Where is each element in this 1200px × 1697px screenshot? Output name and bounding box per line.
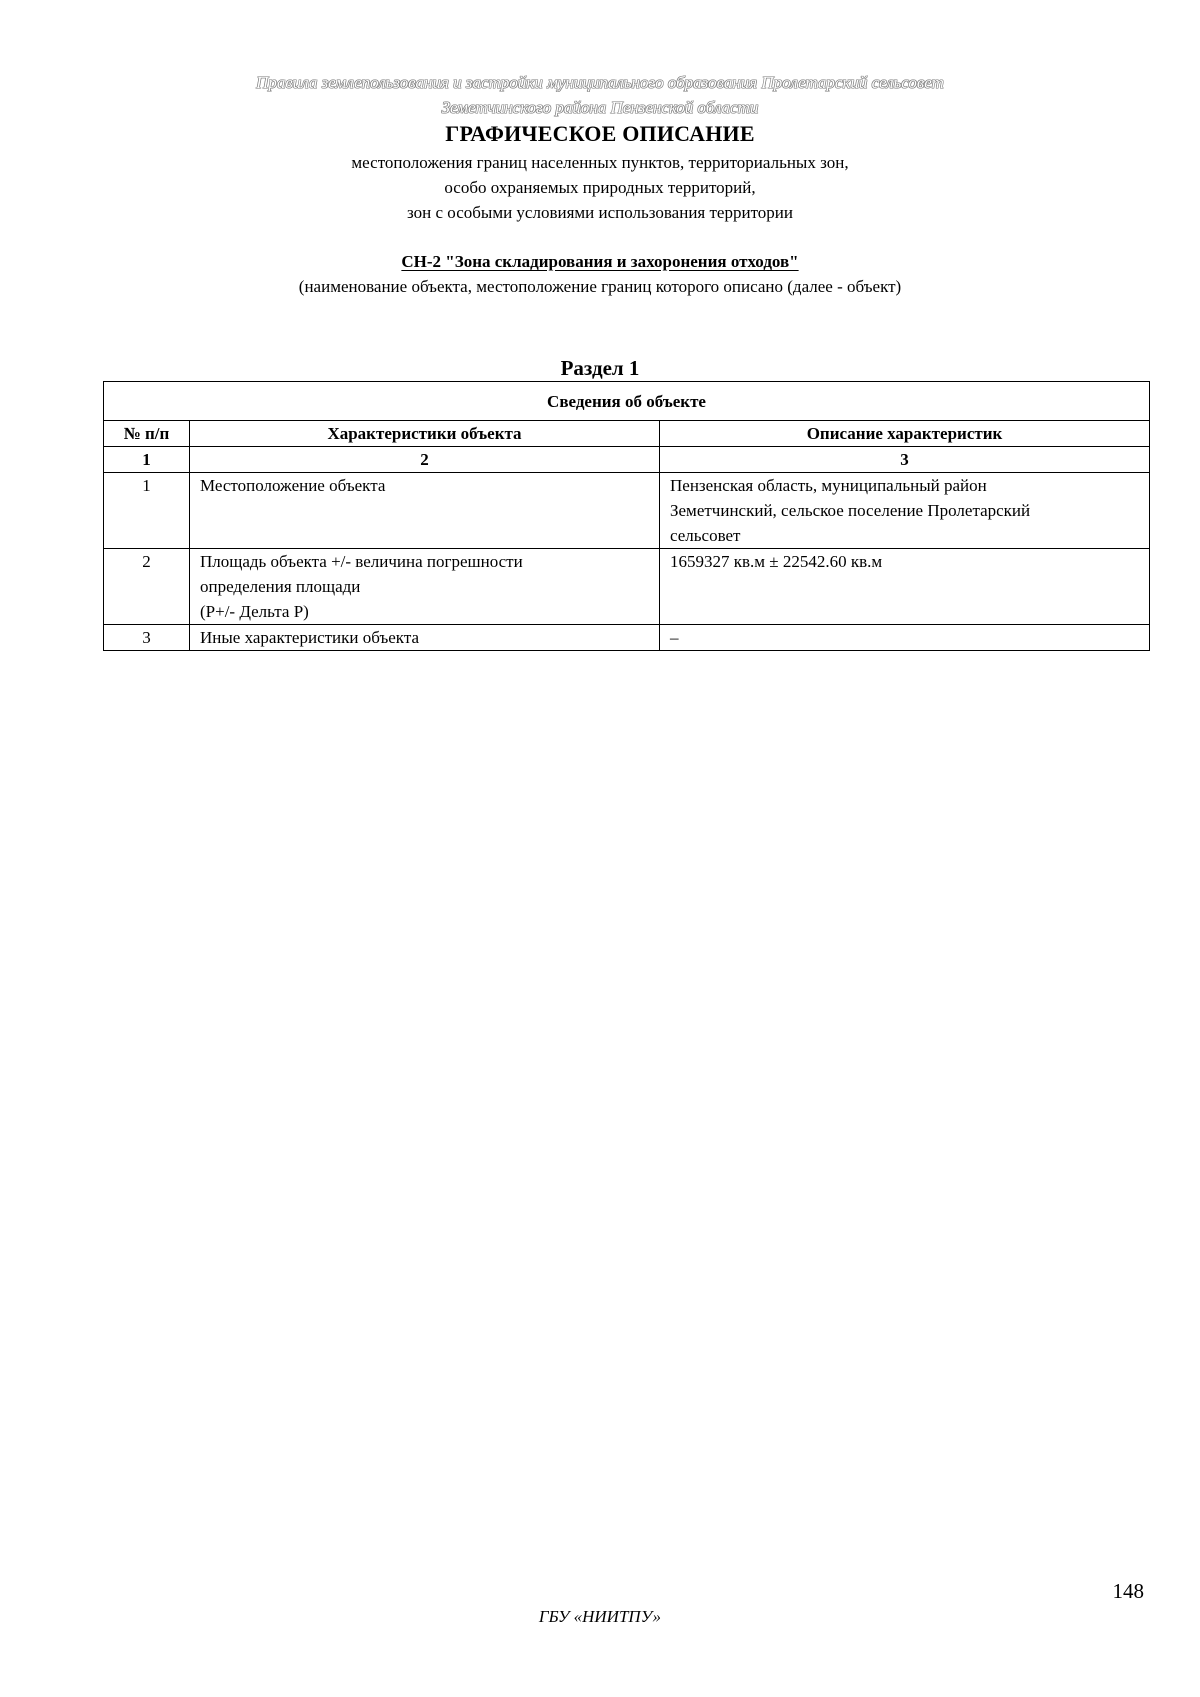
table-caption: Сведения об объекте [104, 382, 1150, 421]
document-subtitle [0, 150, 1200, 225]
row-description [660, 473, 1150, 549]
row-characteristic [190, 625, 660, 651]
table-row [104, 625, 1150, 651]
object-name [0, 250, 1200, 274]
row-description [660, 625, 1150, 651]
subtitle-line-2: особо охраняемых природных территорий, [444, 178, 756, 197]
characteristic-line: Местоположение объекта [200, 476, 386, 495]
description-line: Земетчинский, сельское поселение Пролетарский [670, 501, 1031, 520]
page-footer: ГБУ «НИИТПУ» [538, 1607, 662, 1626]
description-line: Пензенская область, муниципальный район [670, 476, 987, 495]
row-description [660, 549, 1150, 625]
document-title: ГРАФИЧЕСКОЕ ОПИСАНИЕ [445, 121, 755, 146]
running-header-line-1: Правила землепользования и застройки муниципального образования Пролетарский сельсовет [256, 73, 944, 92]
object-name-caption: (наименование объекта, местоположение границ которого описано (далее - объект) [298, 277, 902, 296]
page-number: 148 [1112, 1579, 1144, 1603]
column-number-1: 1 [104, 447, 190, 473]
object-name-text: СН-2 "Зона складирования и захоронения отходов" [401, 252, 799, 271]
row-number: 1 [104, 473, 190, 549]
characteristic-line: Площадь объекта +/- величина погрешности [200, 552, 523, 571]
table-column-number-row [104, 447, 1150, 473]
header-number: № п/п [104, 421, 190, 447]
running-header [0, 70, 1200, 120]
row-number: 3 [104, 625, 190, 651]
table-caption-row [104, 382, 1150, 421]
section-heading: Раздел 1 [560, 356, 640, 380]
column-number-2: 2 [190, 447, 660, 473]
description-line: 1659327 кв.м ± 22542.60 кв.м [670, 552, 883, 571]
characteristic-line: Иные характеристики объекта [200, 628, 420, 647]
row-number: 2 [104, 549, 190, 625]
subtitle-line-3: зон с особыми условиями использования территории [407, 203, 793, 222]
description-line: – [670, 628, 679, 647]
table-header-row [104, 421, 1150, 447]
header-characteristic: Характеристики объекта [190, 421, 660, 447]
characteristic-line: (Р+/- Дельта Р) [200, 602, 309, 621]
row-characteristic [190, 549, 660, 625]
subtitle-line-1: местоположения границ населенных пунктов, территориальных зон, [351, 153, 849, 172]
running-header-line-2: Земетчинского района Пензенской области [441, 98, 759, 117]
table-row [104, 473, 1150, 549]
object-info-table [103, 381, 1150, 651]
row-characteristic [190, 473, 660, 549]
table-row [104, 549, 1150, 625]
characteristic-line: определения площади [200, 577, 361, 596]
description-line: сельсовет [670, 526, 741, 545]
column-number-3: 3 [660, 447, 1150, 473]
header-description: Описание характеристик [660, 421, 1150, 447]
